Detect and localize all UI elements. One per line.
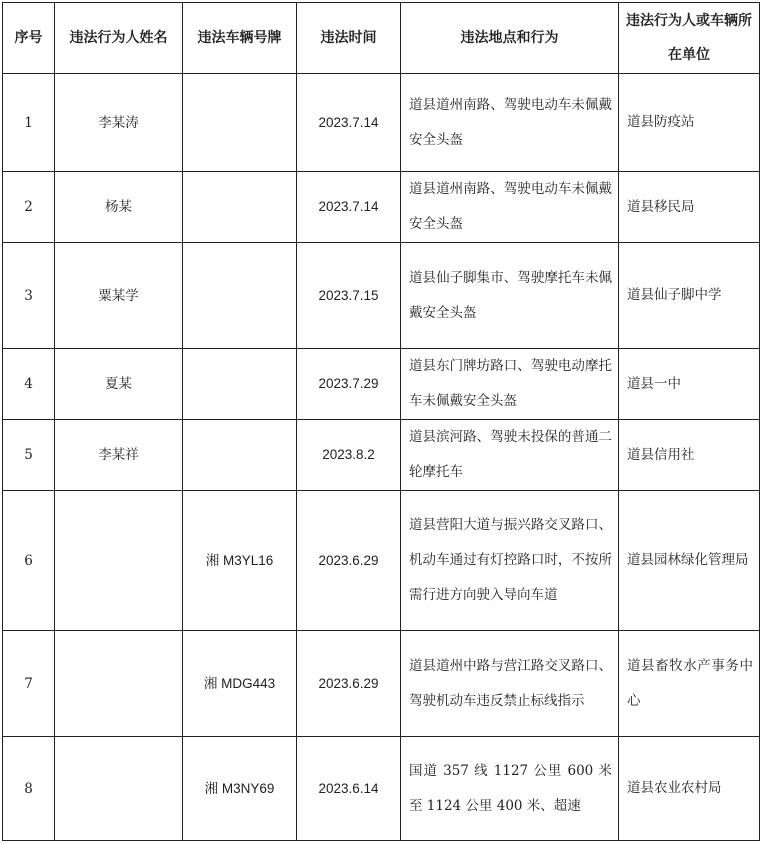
cell-unit: 道县畜牧水产事务中心 — [619, 631, 760, 737]
cell-location: 道县道州南路、驾驶电动车未佩戴安全头盔 — [401, 172, 619, 243]
cell-no: 6 — [3, 491, 55, 631]
cell-name — [55, 737, 183, 841]
cell-date: 2023.7.29 — [297, 349, 401, 420]
table-row — [3, 349, 760, 420]
cell-plate — [183, 172, 297, 243]
table-row — [3, 74, 760, 172]
cell-unit: 道县信用社 — [619, 420, 760, 491]
cell-name — [55, 631, 183, 737]
cell-date: 2023.6.14 — [297, 737, 401, 841]
cell-no: 2 — [3, 172, 55, 243]
cell-location: 道县道州南路、驾驶电动车未佩戴安全头盔 — [401, 74, 619, 172]
cell-location: 道县仙子脚集市、驾驶摩托车未佩戴安全头盔 — [401, 243, 619, 349]
cell-name: 粟某学 — [55, 243, 183, 349]
table-row — [3, 243, 760, 349]
cell-plate: 湘 M3NY69 — [183, 737, 297, 841]
cell-unit: 道县仙子脚中学 — [619, 243, 760, 349]
cell-plate — [183, 349, 297, 420]
violations-table — [2, 2, 760, 841]
cell-plate — [183, 74, 297, 172]
cell-unit: 道县一中 — [619, 349, 760, 420]
table-row — [3, 172, 760, 243]
cell-name: 李某涛 — [55, 74, 183, 172]
cell-unit: 道县农业农村局 — [619, 737, 760, 841]
cell-plate — [183, 243, 297, 349]
cell-name: 杨某 — [55, 172, 183, 243]
cell-plate: 湘 MDG443 — [183, 631, 297, 737]
cell-date: 2023.7.14 — [297, 172, 401, 243]
cell-unit: 道县移民局 — [619, 172, 760, 243]
cell-unit: 道县园林绿化管理局 — [619, 491, 760, 631]
cell-no: 5 — [3, 420, 55, 491]
table-row — [3, 420, 760, 491]
cell-no: 7 — [3, 631, 55, 737]
cell-plate — [183, 420, 297, 491]
cell-no: 1 — [3, 74, 55, 172]
header-location: 违法地点和行为 — [401, 3, 619, 74]
cell-date: 2023.6.29 — [297, 631, 401, 737]
cell-name: 夏某 — [55, 349, 183, 420]
cell-no: 8 — [3, 737, 55, 841]
cell-name — [55, 491, 183, 631]
cell-location: 道县营阳大道与振兴路交叉路口、机动车通过有灯控路口时，不按所需行进方向驶入导向车道 — [401, 491, 619, 631]
table-row — [3, 491, 760, 631]
cell-date: 2023.6.29 — [297, 491, 401, 631]
cell-date: 2023.7.14 — [297, 74, 401, 172]
header-unit: 违法行为人或车辆所在单位 — [619, 3, 760, 74]
header-plate: 违法车辆号牌 — [183, 3, 297, 74]
cell-location: 道县道州中路与营江路交叉路口、驾驶机动车违反禁止标线指示 — [401, 631, 619, 737]
cell-name: 李某祥 — [55, 420, 183, 491]
cell-no: 3 — [3, 243, 55, 349]
table-header-row — [3, 3, 760, 74]
cell-location: 道县东门牌坊路口、驾驶电动摩托车未佩戴安全头盔 — [401, 349, 619, 420]
cell-plate: 湘 M3YL16 — [183, 491, 297, 631]
cell-location: 道县滨河路、驾驶未投保的普通二轮摩托车 — [401, 420, 619, 491]
cell-no: 4 — [3, 349, 55, 420]
cell-date: 2023.7.15 — [297, 243, 401, 349]
table-row — [3, 737, 760, 841]
header-date: 违法时间 — [297, 3, 401, 74]
cell-unit: 道县防疫站 — [619, 74, 760, 172]
table-row — [3, 631, 760, 737]
header-no: 序号 — [3, 3, 55, 74]
cell-location: 国道 357 线 1127 公里 600 米至 1124 公里 400 米、超速 — [401, 737, 619, 841]
cell-date: 2023.8.2 — [297, 420, 401, 491]
header-name: 违法行为人姓名 — [55, 3, 183, 74]
